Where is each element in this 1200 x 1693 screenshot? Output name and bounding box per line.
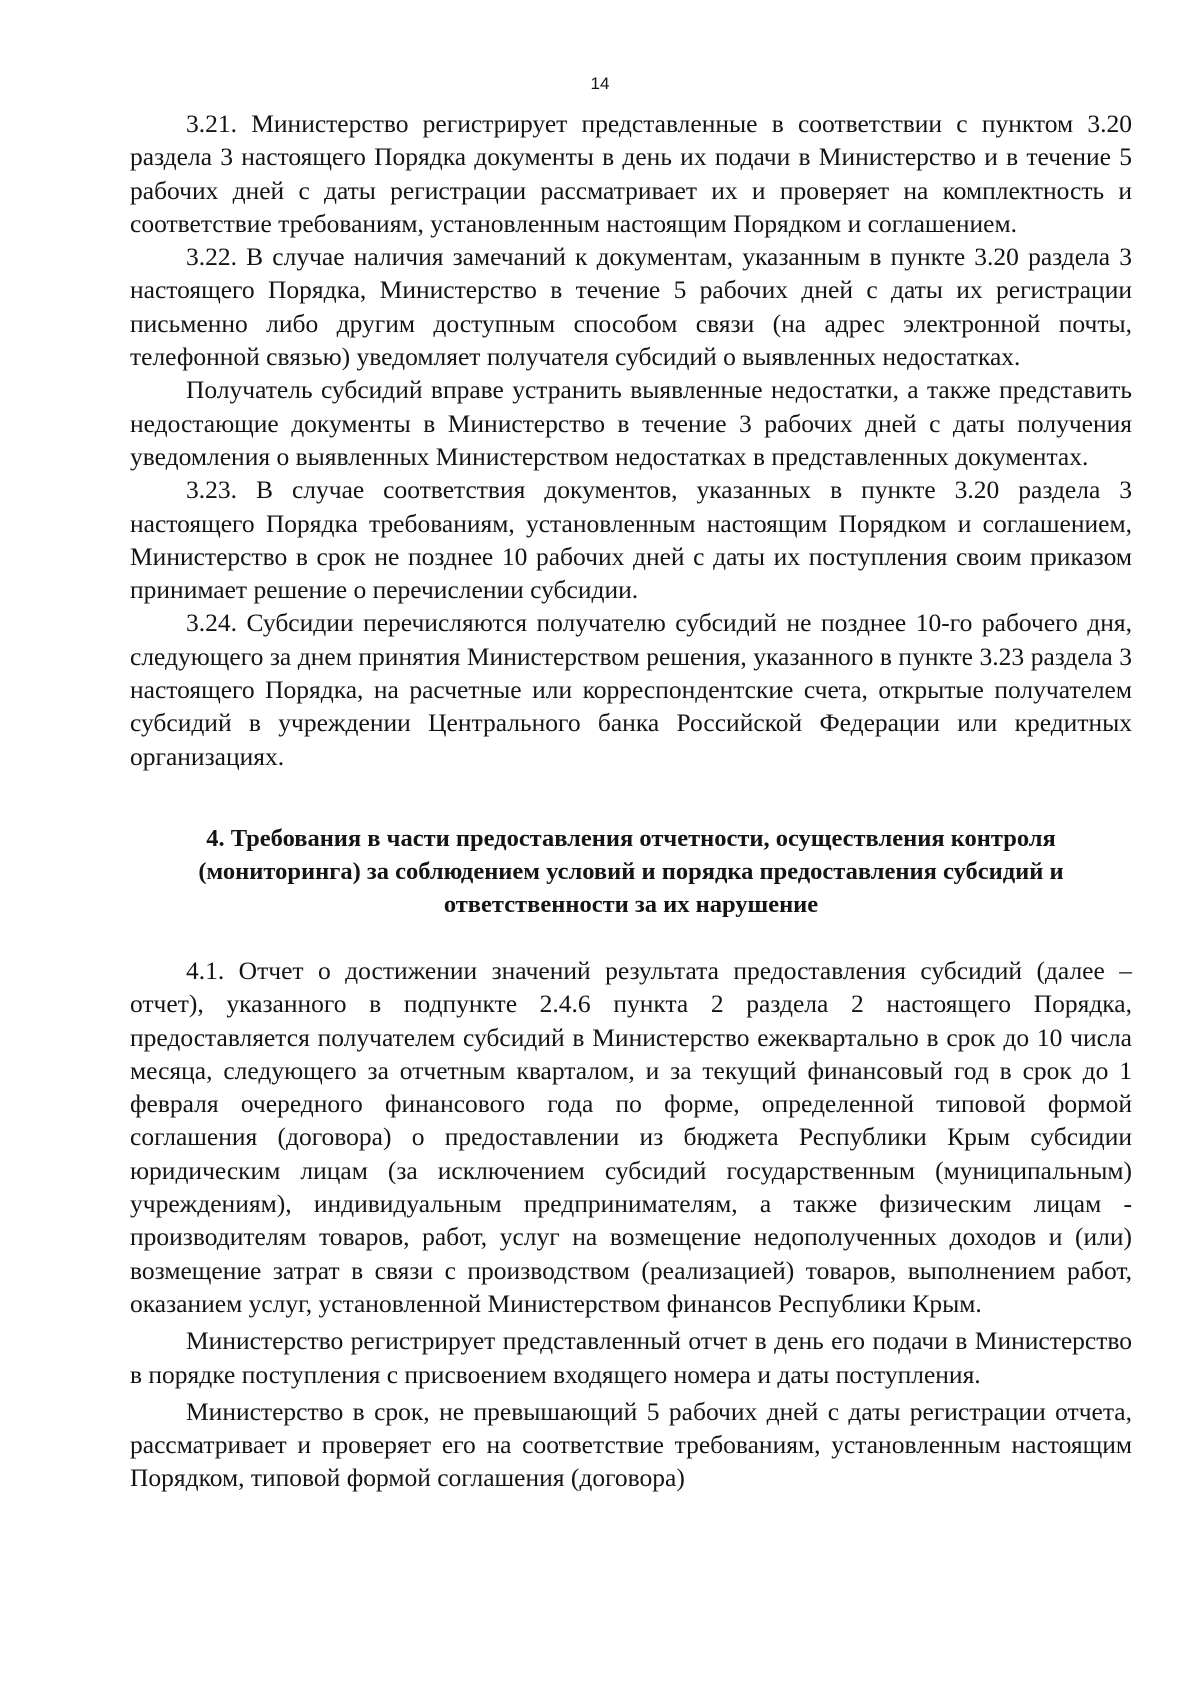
paragraph-3-22-continued: Получатель субсидий вправе устранить выявленные недостатки, а также представить недостающие документы в Министерство в течение 3 рабочих дней с даты получения уведомления о выявленных Министерством недостатках в представленных документах.	[130, 375, 1132, 471]
paragraph-4-1-registration: Министерство регистрирует представленный отчет в день его подачи в Министерство в порядке поступления с присвоением входящего номера и даты поступления.	[130, 1326, 1132, 1389]
paragraph-3-22: 3.22. В случае наличия замечаний к документам, указанным в пункте 3.20 раздела 3 настоящего Порядка, Министерство в течение 5 рабочих дней с даты их регистрации письменно либо другим доступным способом связи (на адрес электронной почты, телефонной связью) уведомляет получателя субсидий о выявленных недостатках.	[130, 242, 1132, 372]
paragraph-4-1-review: Министерство в срок, не превышающий 5 рабочих дней с даты регистрации отчета, рассматривает и проверяет его на соответствие требованиям, установленным настоящим Порядком, типовой формой соглашения (договора)	[130, 1396, 1132, 1493]
paragraph-3-24: 3.24. Субсидии перечисляются получателю субсидий не позднее 10-го рабочего дня, следующего за днем принятия Министерством решения, указанного в пункте 3.23 раздела 3 настоящего Порядка, на расчетные или корреспондентские счета, открытые получателем субсидий в учреждении Центрального банка Российской Федерации или кредитных организациях.	[130, 608, 1132, 771]
paragraph-3-23: 3.23. В случае соответствия документов, указанных в пункте 3.20 раздела 3 настоящего Порядка требованиям, установленным настоящим Порядком и соглашением, Министерство в срок не позднее 10 рабочих дней с даты их поступления своим приказом принимает решение о перечислении субсидии.	[130, 475, 1132, 605]
paragraph-4-1: 4.1. Отчет о достижении значений результата предоставления субсидий (далее – отчет), указанного в подпункте 2.4.6 пункта 2 раздела 2 настоящего Порядка, предоставляется получателем субсидий в Министерство ежеквартально в срок до 10 числа месяца, следующего за отчетным кварталом, и за текущий финансовый год в срок до 1 февраля очередного финансового года по форме, определенной типовой формой соглашения (договора) о предоставлении из бюджета Республики Крым субсидии юридическим лицам (за исключением субсидий государственным (муниципальным) учреждениям), индивидуальным предпринимателям, а также физическим лицам - производителям товаров, работ, услуг на возмещение недополученных доходов и (или) возмещение затрат в связи с производством (реализацией) товаров, выполнением работ, оказанием услуг, установленной Министерством финансов Республики Крым.	[130, 955, 1132, 1318]
page-number: 14	[590, 74, 610, 93]
section-4-heading: 4. Требования в части предоставления отчетности, осуществления контроля (мониторинга) за соблюдением условий и порядка предоставления субсидий и ответственности за их нарушение	[198, 824, 1064, 918]
document-body	[130, 107, 1132, 1495]
paragraph-3-21: 3.21. Министерство регистрирует представленные в соответствии с пунктом 3.20 раздела 3 настоящего Порядка документы в день их подачи в Министерство и в течение 5 рабочих дней с даты регистрации рассматривает их и проверяет на комплектность и соответствие требованиям, установленным настоящим Порядком и соглашением.	[130, 109, 1132, 238]
